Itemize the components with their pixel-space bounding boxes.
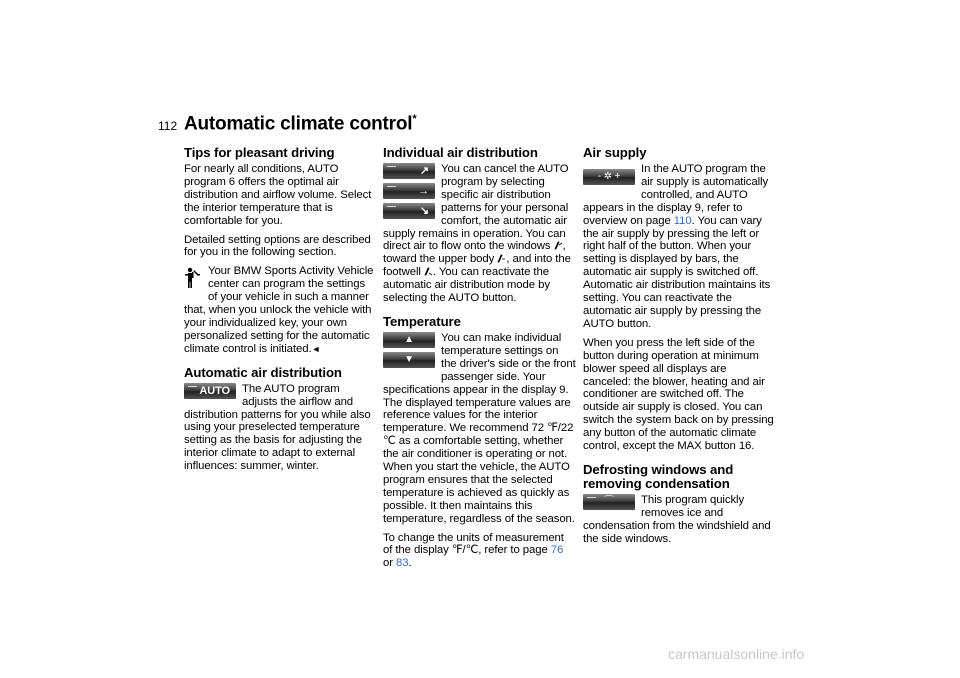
upper-body-distribution-button bbox=[383, 183, 435, 199]
title-text: Automatic climate control bbox=[184, 113, 413, 135]
watermark: carmanualsonline.info bbox=[668, 646, 805, 662]
footwell-distribution-button bbox=[383, 203, 435, 219]
tips-paragraph-3 bbox=[184, 265, 376, 355]
footwell-air-icon bbox=[424, 267, 433, 276]
auto-button bbox=[184, 383, 236, 399]
air-supply-paragraph bbox=[583, 163, 777, 331]
column-2 bbox=[383, 146, 576, 576]
upper-body-air-icon bbox=[497, 254, 506, 263]
units-paragraph bbox=[383, 532, 576, 571]
page-link-83[interactable]: 83 bbox=[396, 557, 409, 570]
air-supply-text-a: In the AUTO program the air supply is automatically controlled, and AUTO appears in the display 9, refer to overview on page bbox=[583, 163, 769, 227]
heading-automatic-air-distribution: Automatic air distribution bbox=[184, 364, 342, 380]
tips-paragraph-1: For nearly all conditions, AUTO program 6 offers the optimal air distribution and airflow volume. Select the interior temperature that is comfortable for you. bbox=[184, 163, 372, 227]
column-1 bbox=[184, 146, 376, 479]
fan-icon: - ✲ + bbox=[597, 171, 621, 182]
heading-tips: Tips for pleasant driving bbox=[184, 145, 335, 160]
defrost-paragraph: This program quickly removes ice and condensation from the windshield and the side windows. bbox=[583, 493, 771, 545]
individual-text-c: , and into the footwell bbox=[383, 253, 571, 279]
air-supply-text-b: . You can vary the air supply by pressing the left or right half of the button. When your setting is displayed by bars, the automatic air supply is switched off. Automatic air distribution maintains its setting. You can reactivate the automatic air supply by pressing the AUTO button. bbox=[583, 214, 771, 330]
air-supply-button bbox=[583, 169, 635, 185]
page-link-76[interactable]: 76 bbox=[550, 544, 564, 557]
temperature-paragraph: You can make individual temperature settings on the driver's side or the front passenger side. Your specifications appear in the display 9. The displayed temperature values are reference values for the interior temperature. We recommend 72 ℉/22 ℃ as a comfortable setting, whether the air conditioner is operating or not. When you start the vehicle, the AUTO program ensures that the selected temperature is achieved as quickly as possible. It then maintains this temperature, regardless of the season. bbox=[383, 331, 576, 525]
page-title bbox=[184, 113, 416, 135]
blower-paragraph: When you press the left side of the button during operation at minimum blower speed all displays are canceled: the blower, heating and air conditioner are switched off. The outside air supply is closed. You can switch the system back on by pressing any button of the automatic climate control, except the MAX button 16. bbox=[583, 336, 774, 453]
heading-air-supply: Air supply bbox=[583, 145, 647, 160]
end-mark-icon: ◄ bbox=[311, 343, 321, 354]
temperature-down-button bbox=[383, 352, 435, 368]
page-number: 112 bbox=[158, 119, 178, 133]
defrost-windshield-icon: ⌒ bbox=[604, 495, 614, 507]
heading-individual-air-distribution: Individual air distribution bbox=[383, 145, 538, 160]
arrow-up-icon: ▲ bbox=[404, 333, 414, 345]
windows-distribution-button bbox=[383, 163, 435, 179]
title-star: * bbox=[412, 113, 417, 125]
units-text-a: To change the units of measurement of the display ℉/℃, refer to page bbox=[383, 531, 564, 557]
windows-airflow-icon: ↗ bbox=[419, 165, 429, 177]
air-distribution-buttons bbox=[383, 163, 435, 223]
service-person-icon bbox=[184, 267, 202, 289]
individual-text-b: , toward the upper body bbox=[383, 240, 566, 266]
units-text-b: or bbox=[383, 557, 393, 570]
individual-text-a: You can cancel the AUTO program by selecting specific air distribution patterns for your personal comfort, the automatic air supply remains in operation. You can direct air to flow onto the windows bbox=[383, 163, 569, 253]
auto-paragraph: The AUTO program adjusts the airflow and distribution patterns for you while also using your preselected temperature setting as the basis for adjusting the interior climate to adapt to external influences: summer, winter. bbox=[184, 382, 371, 473]
temperature-up-button bbox=[383, 332, 435, 348]
heading-temperature: Temperature bbox=[383, 313, 461, 329]
column-3 bbox=[583, 146, 777, 552]
windows-air-icon bbox=[554, 241, 563, 250]
footwell-airflow-icon: ↘ bbox=[419, 205, 429, 217]
tips-paragraph-3-text: Your BMW Sports Activity Vehicle center can program the settings of your vehicle in such a manner that, when you unlock the vehicle with your individualized key, your own personalized setting for the automatic climate control is initiated. bbox=[184, 265, 374, 355]
heading-defrosting: Defrosting windows and removing condensation bbox=[583, 461, 734, 491]
upper-body-airflow-icon: → bbox=[418, 185, 429, 197]
units-text-c: . bbox=[408, 557, 412, 570]
page-link-110[interactable]: 110 bbox=[673, 214, 692, 227]
temperature-buttons bbox=[383, 332, 435, 372]
tips-paragraph-2: Detailed setting options are described for you in the following section. bbox=[184, 233, 371, 259]
arrow-down-icon: ▼ bbox=[404, 353, 414, 365]
defrost-button bbox=[583, 494, 635, 510]
auto-button-label: AUTO bbox=[199, 384, 230, 397]
individual-text-d: . You can reactivate the automatic air distribution mode by selecting the AUTO button. bbox=[383, 266, 550, 305]
